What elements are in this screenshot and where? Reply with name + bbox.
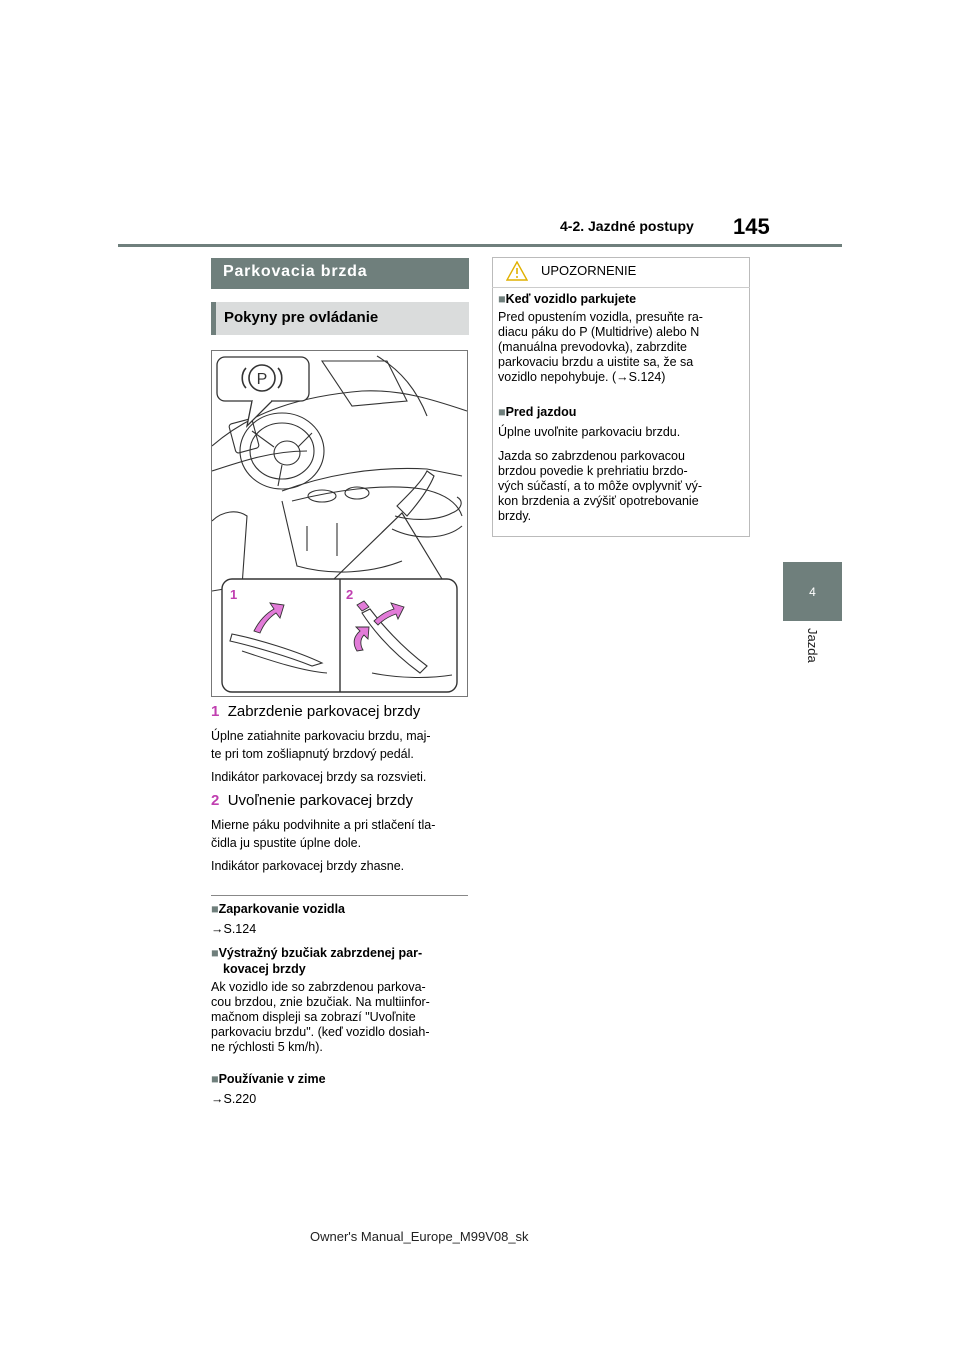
note-2-line: cou brzdou, znie bzučiak. Na multiinfor-: [211, 995, 430, 1009]
warning-line: (manuálna prevodovka), zabrzdite: [498, 340, 687, 354]
warning-line: Pred opustením vozidla, presuňte ra-: [498, 310, 703, 324]
note-2-line: ne rýchlosti 5 km/h).: [211, 1040, 323, 1054]
page-number: 145: [733, 214, 770, 239]
step-1-line: Úplne zatiahnite parkovaciu brzdu, maj-: [211, 729, 431, 743]
warning-line: parkovaciu brzdu a uistite sa, že sa: [498, 355, 694, 369]
warning-line: diacu páku do P (Multidrive) alebo N: [498, 325, 700, 339]
section-title: 4-2. Jazdné postupy: [560, 218, 694, 234]
section-heading: [211, 258, 469, 289]
note-2-line: parkovaciu brzdu". (keď vozidlo dosiah-: [211, 1025, 430, 1039]
notes-divider: [211, 895, 468, 896]
step-2-line: čidla ju spustite úplne dole.: [211, 836, 362, 850]
warning-triangle-icon: [506, 261, 528, 281]
note-2-heading-cont: kovacej brzdy: [223, 962, 306, 976]
subsection-heading-text: Pokyny pre ovládanie: [224, 309, 379, 326]
inset-label-1: 1: [230, 587, 238, 602]
note-2-line: mačnom displeji sa zobrazí "Uvoľnite: [211, 1010, 416, 1024]
step-1-line: te pri tom zošliapnutý brzdový pedál.: [211, 747, 414, 761]
warning-line: vých súčastí, a to môže ovplyvniť vý-: [498, 479, 703, 493]
chapter-number: 4: [809, 584, 816, 599]
warning-section-1-heading: ■Keď vozidlo parkujete: [498, 292, 637, 306]
handbrake-lever: [397, 471, 434, 516]
step-2-text: Uvoľnenie parkovacej brzdy: [227, 792, 413, 809]
step-2-line: Indikátor parkovacej brzdy zhasne.: [211, 859, 405, 873]
warning-section-2-heading: ■Pred jazdou: [498, 405, 577, 419]
note-2-heading: ■Výstražný bzučiak zabrzdenej par-: [211, 946, 423, 960]
step-1-title: [211, 703, 420, 720]
header-rule: [118, 244, 842, 247]
step-2-number: 2: [211, 792, 220, 809]
console-side: [282, 501, 402, 572]
indicator-callout: [217, 357, 309, 426]
square-bullet-icon: ■: [498, 292, 506, 306]
warning-line: brzdou povedie k prehriatiu brzdo-: [498, 464, 688, 478]
note-1-heading: ■Zaparkovanie vozidla: [211, 902, 345, 916]
step-2-line: Mierne páku podvihnite a pri stlačení tla-: [211, 818, 436, 832]
step-1-number: 1: [211, 703, 220, 720]
note-2-line: Ak vozidlo ide so zabrzdenou parkova-: [211, 980, 426, 994]
square-bullet-icon: ■: [211, 902, 219, 916]
warning-line: Úplne uvoľnite parkovaciu brzdu.: [498, 425, 681, 439]
windshield-frame: [322, 361, 407, 406]
step-2-title: [211, 792, 413, 809]
inset-label-2: 2: [346, 587, 354, 602]
chapter-name: Jazda: [805, 628, 820, 663]
steering-wheel: [240, 413, 324, 489]
warning-line: vozidlo nepohybuje. (→S.124): [498, 370, 666, 384]
square-bullet-icon: ■: [498, 405, 506, 419]
section-heading-text: Parkovacia brzda: [223, 263, 368, 280]
square-bullet-icon: ■: [211, 1072, 219, 1086]
parking-brake-illustration: [211, 350, 468, 697]
warning-label: UPOZORNENIE: [541, 263, 637, 278]
a-pillar: [377, 356, 427, 416]
note-1-ref: →S.124: [211, 922, 257, 936]
step-1-text: Zabrzdenie parkovacej brzdy: [227, 703, 421, 720]
warning-line: kon brzdenia a zvýšiť opotrebovanie: [498, 494, 699, 508]
warning-line: brzdy.: [498, 509, 532, 523]
lever-operation-inset: [222, 579, 457, 692]
footer-text: Owner's Manual_Europe_M99V08_sk: [310, 1229, 529, 1244]
warning-line: Jazda so zabrzdenou parkovacou: [498, 449, 685, 463]
parking-indicator-letter: P: [256, 371, 268, 388]
step-1-line: Indikátor parkovacej brzdy sa rozsvieti.: [211, 770, 427, 784]
door-line: [212, 451, 307, 471]
chapter-tab: [783, 562, 842, 621]
square-bullet-icon: ■: [211, 946, 219, 960]
parking-brake-drawing: [212, 351, 467, 696]
subsection-heading: [211, 302, 469, 335]
note-3-heading: ■Používanie v zime: [211, 1072, 326, 1086]
note-3-ref: →S.220: [211, 1092, 257, 1106]
